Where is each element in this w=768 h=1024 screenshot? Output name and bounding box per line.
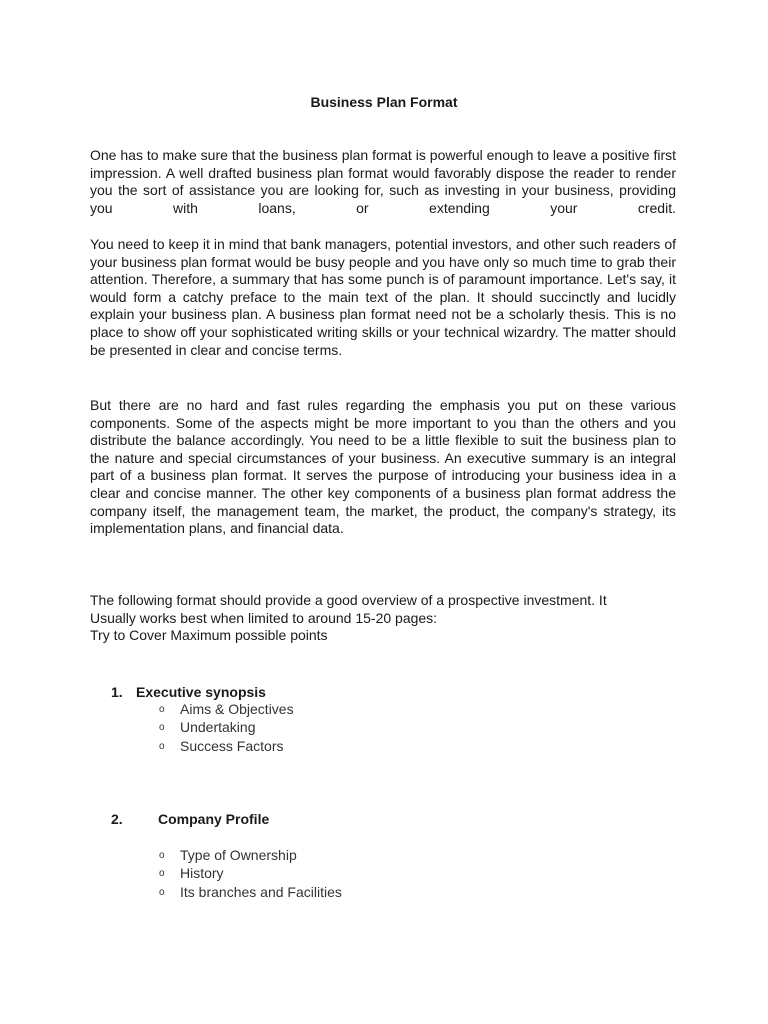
bullet-circle-icon: o <box>159 868 165 880</box>
bullet-circle-icon: o <box>159 886 165 898</box>
section-title: Company Profile <box>158 811 270 827</box>
list-item-text: Undertaking <box>180 719 256 736</box>
list-item-text: History <box>180 865 224 882</box>
list-item <box>159 846 342 864</box>
company-profile-list <box>159 846 342 901</box>
intro-line-2: Usually works best when limited to around 15-20 pages: <box>90 609 438 626</box>
section-number: 1. <box>111 684 123 700</box>
list-item <box>159 883 342 901</box>
list-item <box>159 718 294 736</box>
section-heading-company-profile <box>111 810 269 828</box>
paragraph-2: You need to keep it in mind that bank managers, potential investors, and other such readers of your business plan format would be busy people and you have only so much time to grab their attention. Therefore, a summary that has some punch is of paramount importance. Let's say, it would form a catchy preface to the main text of the plan. It should succinctly and lucidly explain your business plan. A business plan format need not be a scholarly thesis. This is no place to show off your sophisticated writing skills or your technical wizardry. The matter should be presented in clear and concise terms. <box>90 236 676 358</box>
bullet-circle-icon: o <box>159 850 165 861</box>
bullet-circle-icon: o <box>159 722 165 734</box>
list-item <box>159 737 294 755</box>
bullet-circle-icon: o <box>159 740 165 752</box>
intro-line-1: The following format should provide a good overview of a prospective investment. It <box>90 592 607 608</box>
section-heading-executive-synopsis <box>111 683 266 701</box>
list-item-text: Type of Ownership <box>180 847 297 863</box>
section-number: 2. <box>111 811 123 827</box>
executive-synopsis-list <box>159 700 294 755</box>
list-item <box>159 864 342 882</box>
list-item-text: Success Factors <box>180 737 284 754</box>
section-title: Executive synopsis <box>136 684 266 700</box>
paragraph-3: But there are no hard and fast rules regarding the emphasis you put on these various components. Some of the aspects might be more important to you than the others and you distribute the balance accordingly. You need to be a little flexible to suit the business plan to the nature and special circumstances of your business. An executive summary is an integral part of a business plan format. It serves the purpose of introducing your business idea in a clear and concise manner. The other key components of a business plan format address the company itself, the management team, the market, the product, the company's strategy, its implementation plans, and financial data. <box>90 397 676 537</box>
paragraph-1: One has to make sure that the business plan format is powerful enough to leave a positive first impression. A well drafted business plan format would favorably dispose the reader to render you the sort of assistance you are looking for, such as investing in your business, providing you with loans, or extending your credit. <box>90 147 676 216</box>
list-item-text: Its branches and Facilities <box>180 883 342 900</box>
document-title: Business Plan Format <box>310 94 458 110</box>
list-item <box>159 700 294 718</box>
list-item-text: Aims & Objectives <box>180 701 294 717</box>
intro-paragraph <box>90 592 690 645</box>
intro-line-3: Try to Cover Maximum possible points <box>90 627 328 644</box>
bullet-circle-icon: o <box>159 704 165 715</box>
